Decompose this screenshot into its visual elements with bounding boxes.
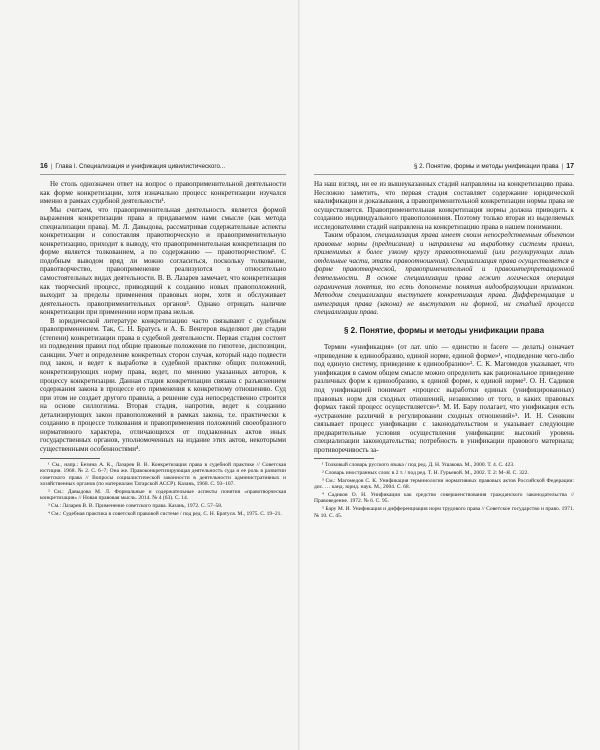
footnote: ² Словарь иностранных слов: в 2 т. / под ред. Т. Н. Гурьевой. М., 2002. Т. 2: М–Я. С. 322. <box>322 470 529 476</box>
footnote: ² См.: Давыдова М. Л. Формальные и содержательные аспекты понятия «правотворческая конкретизация» // Новая правовая мысль. 2014. № 4 (63). С. 14. <box>40 488 286 502</box>
page-number: 16 <box>40 163 48 170</box>
page-number: 17 <box>566 163 574 170</box>
paragraph: В юридической литературе конкретизацию часто связывают с судебным правоприменением. Так, С. Н. Братусь и А. Б. Венгеров выделяют две стадии (степени) конкретизации права в судебной деятельности. Первая стадия состоит из подведения правил под общие правовые положения по гипотезе, диспозиции, санкции. Учет и определение конкретных сторон случая, который надо подвести под закон, и ведет к выработке в судебной практике общих положений, конкретизирующих норму права, ведет, по мнению указанных авторов, к процессу конкретизации. Данная стадия конкретизации связана с разъяснением содержания закона в процессе его применения к конкретному отношению. Суд при этом не создает другого правила, а решение суда непосредственно строится на основе силлогизма. Вторая стадия, напротив, ведет к созданию детализирующих закон правоположений в рамках закона, т.е. практически к созданию в процессе толкования и правоприменения положений своеобразного нормативного характера, отличающихся от подзаконных актов иных государственных органов, уполномоченных на издание этих актов, некоторыми существенными особенностями⁴. <box>40 316 286 453</box>
emphasis-lead: Таким образом, <box>324 231 375 240</box>
right-page <box>300 0 600 750</box>
section-heading: § 2. Понятие, формы и методы унификации права <box>343 325 545 335</box>
footnote: ³ См.: Магомедов С. К. Унификация терминологии нормативных правовых актов Российской Федерации: дис. … канд. юрид. наук. М., 2004. С. 68. <box>314 477 574 491</box>
footnotes-right <box>314 462 574 519</box>
footnote: ⁴ См.: Судебная практика в советской правовой системе / под ред. С. Н. Братуся. М., 1975. С. 19–21. <box>48 510 282 517</box>
paragraph: Не столь однозначен ответ на вопрос о правоприменительной деятельности как форме конкретизации, хотя изначально процесс конкретизации изучался именно в рамках судебной деятельности¹. <box>40 180 286 206</box>
footnotes-left <box>40 462 286 518</box>
footnote-rule <box>40 458 100 459</box>
footnote-rule <box>314 458 374 459</box>
paragraph: Мы считаем, что правоприменительная деятельность является формой выражения конкретизации права в придаваемом нами смысле (как метода специализации права). М. Л. Давыдова, рассматривая содержательные аспекты конкретизации и сопоставляя правотворческую и правоприменительную конкретизацию, приходит к выводу, что правоприменительная конкретизация по форме является толкованием, а по содержанию — правотворчеством². С подобным выводом вряд ли можно согласиться, поскольку толкование, правотворчество, правоприменение реализуются в относительно самостоятельных видах деятельности. В. В. Лазарев замечает, что конкретизация как творческий процесс, приводящий к созданию новых правоположений, выходит за пределы применения правовых норм, хотя и обслуживает деятельность правоприменительных органов³. Однако отрицать наличие конкретизации при применении норм права нельзя. <box>40 205 286 317</box>
paragraph: На наш взгляд, ни ее из вышеуказанных стадий направлены на конкретизацию права. Несложно заметить, что первая стадия составляет содержание юридической квалификации и доказывания, а правоприменительной конкретизации нормы права не осуществляется. Правоприменительная конкретизация нормы должна приводить к созданию индивидуального правоположения. Поэтому только вторая из выделяемых исследователями стадий направлена на конкретизацию права в нашем понимании. <box>314 180 574 231</box>
running-header-left <box>40 160 286 175</box>
left-body-text <box>40 180 286 518</box>
section-header: § 2. Понятие, формы и методы унификации права <box>413 163 559 170</box>
footnote: ³ См.: Лазарев В. В. Применение советского права. Казань, 1972. С. 57–58. <box>48 503 223 510</box>
running-header-right <box>314 160 574 175</box>
emphasis-italic: специализация права имеет своим непосредственным объектом правовые нормы (предписания) и направлена на выработку системы правил, применимых к более узкому кругу правоотношений (или регулирующих лишь отдельные части, этапы правоотношения). Специализация права осуществляется в форме правотворческой, правоприменительной и правоинтерпретационной деятельности. В основе специализации права лежит логическая операция ограничения понятия, то есть дополнение понятия видообразующим признаком. Методом специализации выступает конкретизация права. Дифференциация и интеграция права (закона) не выступают ни формой, ни стадией процесса специализации права. <box>314 231 574 317</box>
footnote: ¹ См., напр.: Безина А. К., Лазарев В. В. Конкретизация права в судебной практике // Советская юстиция. 1968. № 2. С. 6–7; Она же. Правоконкретизирующая деятельность суда и ее роль в развитии советского права // Вопросы социалистической законности в деятельности административных и хозяйственных органов (по материалам Татарской АССР). Казань, 1968. С. 93–107. <box>40 461 286 488</box>
header-separator: | <box>50 163 53 170</box>
paragraph: Термин «унификация» (от лат. unio — единство и facere — делать) означает «приведение к единообразию, единой норме, единой форме»¹, «подведение чего-либо под единую систему, приведение к единообразию»². С. К. Магомедов указывает, что унификация в самом общем смысле можно определить как рациональное приведение различных форм к единообразию, к единой форме, к единой норме³. О. Н. Садиков под унификацией понимает «процесс выработки единых (унифицированных) правовых норм для сходных отношений, независимо от того, в каких правовых формах такой процесс осуществляется»⁴. М. И. Бару полагает, что унификация есть «устранение различий в регулировании сходных отношений»⁵. И. Н. Сенякин связывает процесс унификации с законодательством и указывает следующие предварительные условия осуществления унификации: высокий уровень специализации законодательства; потребность в унификации правового материала; противоречивость за- <box>314 343 574 454</box>
right-body-text <box>314 180 574 520</box>
chapter-title: Глава I. Специализация и унификация цивилистического... <box>55 163 226 170</box>
footnote: ⁴ Садиков О. Н. Унификация как средство совершенствования гражданского законодательства // Правоведение. 1972. № 6. С. 95. <box>314 491 574 505</box>
footnote: ⁵ Бару М. И. Унификация и дифференциация норм трудового права // Советское государство и право. 1971. № 10. С. 45. <box>314 505 574 519</box>
footnote: ¹ Толковый словарь русского языка / под ред. Д. Н. Ушакова. М., 2000. Т. 4. С. 423. <box>322 462 515 469</box>
header-separator: | <box>561 163 564 170</box>
emphasis-paragraph <box>314 231 574 316</box>
